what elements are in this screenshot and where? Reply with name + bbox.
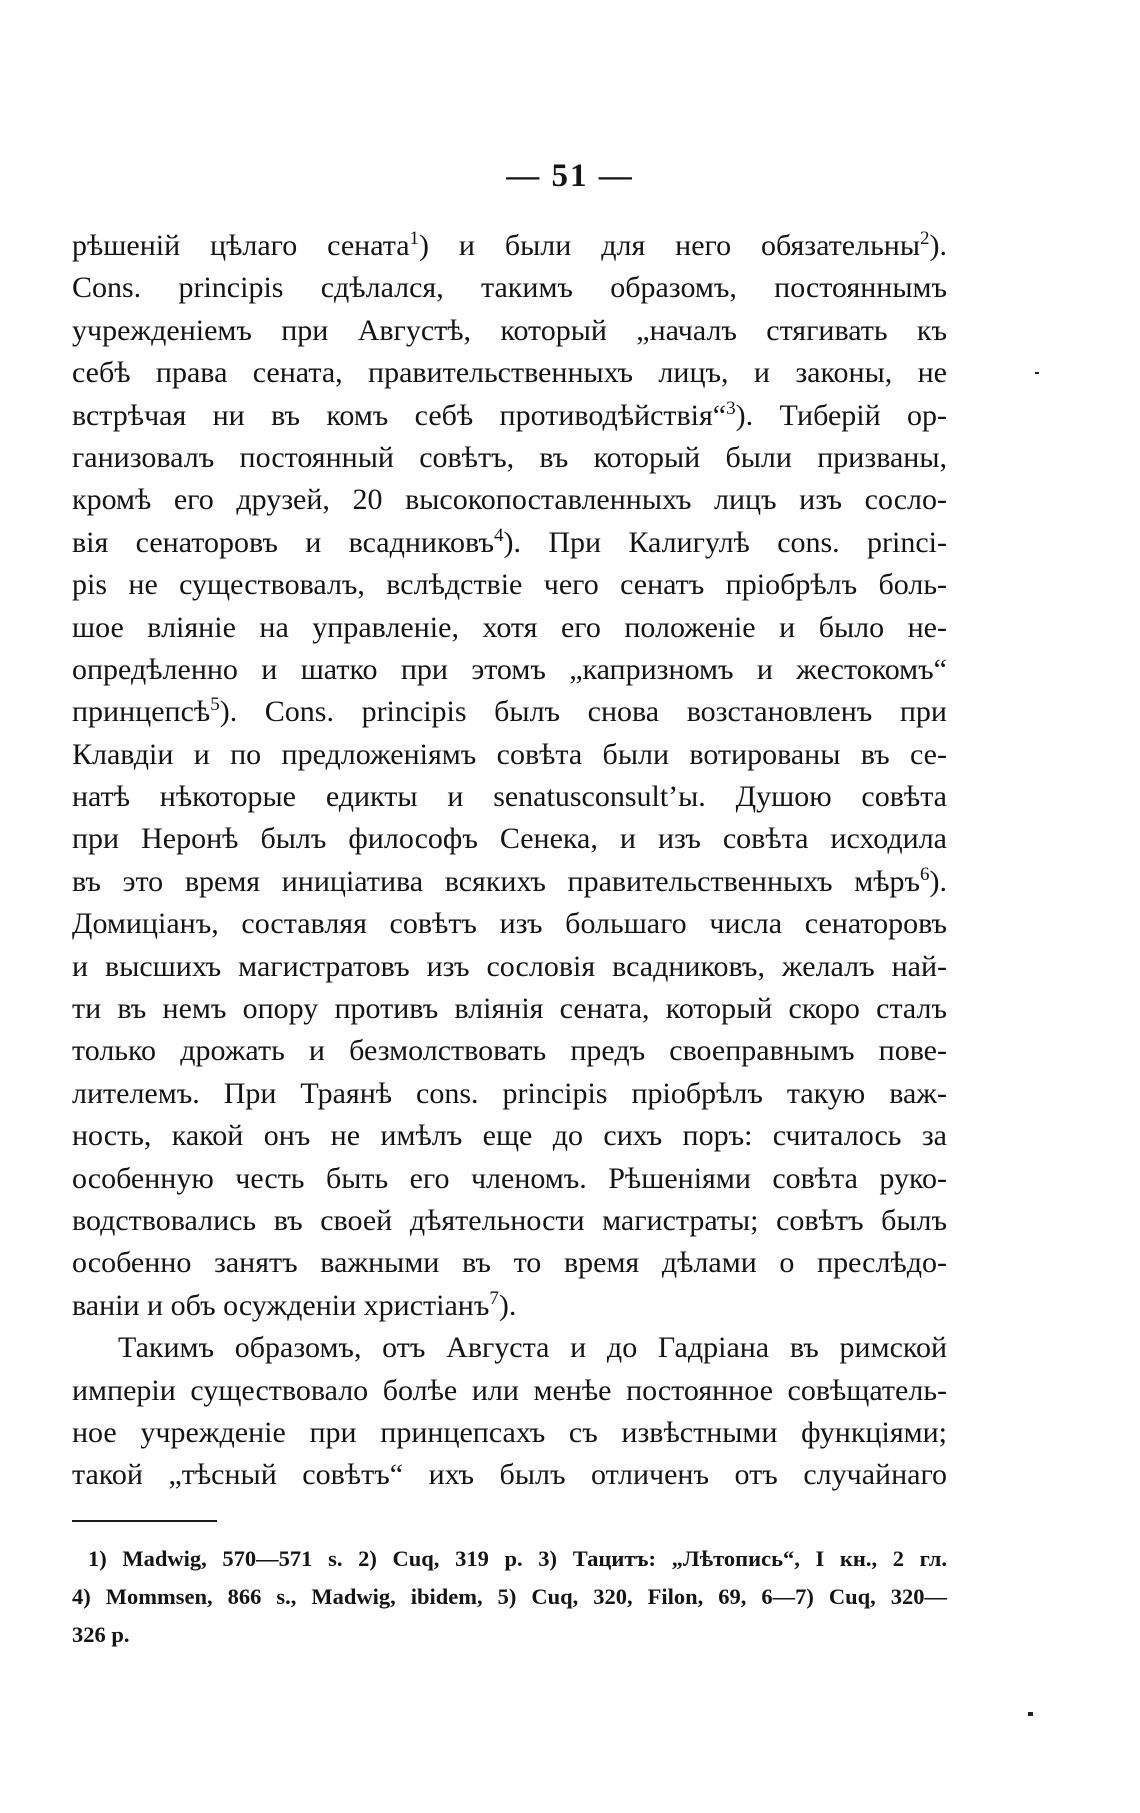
text-line: особенно занятъ важными въ то время дѣлами о преслѣдо- bbox=[72, 1246, 947, 1280]
paragraph-start-line: Такимъ образомъ, отъ Августа и до Гадріана въ римской bbox=[118, 1331, 947, 1365]
footnote-divider bbox=[72, 1520, 217, 1522]
scan-speck bbox=[1035, 372, 1039, 374]
text-line: имперіи существовало болѣе или менѣе постоянное совѣщатель- bbox=[72, 1373, 947, 1407]
text-line: опредѣленно и шатко при этомъ „капризномъ и жестокомъ“ bbox=[72, 652, 947, 686]
text-line: Домиціанъ, составляя совѣтъ изъ большаго числа сенаторовъ bbox=[72, 907, 947, 941]
text-line: въ это время иниціатива всякихъ правительственныхъ мѣръ$^6$). bbox=[72, 863, 947, 898]
text-line: шое вліяніе на управленіе, хотя его положеніе и было не- bbox=[72, 610, 947, 644]
text-line: себѣ права сената, правительственныхъ лицъ, и законы, не bbox=[72, 356, 947, 390]
text-line: ное учрежденіе при принцепсахъ съ извѣстными функціями; bbox=[72, 1415, 947, 1449]
text-line: ваніи и объ осужденіи христіанъ$^7$). bbox=[72, 1287, 517, 1322]
footnotes bbox=[72, 1540, 947, 1654]
text-line: принцепсѣ$^5$). Cons. principis былъ снова возстановленъ при bbox=[72, 694, 947, 729]
text-line: ти въ немъ опору противъ вліянія сената, который скоро сталъ bbox=[72, 992, 947, 1026]
footnote-line: 4) Mommsen, 866 s., Madwig, ibidem, 5) Cuq, 320, Filon, 69, 6—7) Cuq, 320— bbox=[72, 1584, 947, 1609]
text-line: натѣ нѣкоторые едикты и senatusconsult’ы. Душою совѣта bbox=[72, 780, 947, 814]
footnote-line: 1) Madwig, 570—571 s. 2) Cuq, 319 p. 3) Тацитъ: „Лѣтопись“, I кн., 2 гл. bbox=[88, 1546, 947, 1571]
text-line: лителемъ. При Траянѣ cons. principis пріобрѣлъ такую важ- bbox=[72, 1076, 947, 1110]
text-line: только дрожать и безмолствовать предъ своеправнымъ пове- bbox=[72, 1034, 947, 1068]
text-line: ганизовалъ постоянный совѣтъ, въ который были призваны, bbox=[72, 440, 947, 474]
text-line: встрѣчая ни въ комъ себѣ противодѣйствія“$^3$). Тиберій ор- bbox=[72, 397, 947, 432]
text-line: pis не существовалъ, вслѣдствіе чего сенатъ пріобрѣлъ боль- bbox=[72, 568, 947, 602]
scan-speck bbox=[1028, 1712, 1033, 1716]
text-line: особенную честь быть его членомъ. Рѣшеніями совѣта руко- bbox=[72, 1161, 947, 1195]
text-line: кромѣ его друзей, 20 высокопоставленныхъ лицъ изъ сосло- bbox=[72, 483, 947, 517]
text-line: вія сенаторовъ и всадниковъ$^4$). При Калигулѣ cons. princi- bbox=[72, 524, 947, 559]
text-line: ность, какой онъ не имѣлъ еще до сихъ поръ: считалось за bbox=[72, 1119, 947, 1153]
text-line: Cons. principis сдѣлался, такимъ образомъ, постояннымъ bbox=[72, 271, 947, 305]
text-line: учрежденіемъ при Августѣ, который „началъ стягивать къ bbox=[72, 313, 947, 347]
page-number: — 51 — bbox=[506, 158, 634, 194]
footnote-line: 326 p. bbox=[72, 1622, 130, 1647]
text-line: при Неронѣ былъ философъ Сенека, и изъ совѣта исходила bbox=[72, 822, 947, 856]
main-text bbox=[72, 225, 947, 1497]
text-line: рѣшеній цѣлаго сената$^1$) и были для него обязательны$^2$). bbox=[72, 228, 947, 262]
text-line: водствовались въ своей дѣятельности магистраты; совѣтъ былъ bbox=[72, 1203, 947, 1237]
text-line: и высшихъ магистратовъ изъ сословія всадниковъ, желалъ най- bbox=[72, 949, 947, 983]
text-line: Клавдіи и по предложеніямъ совѣта были вотированы въ се- bbox=[72, 737, 947, 771]
text-line: такой „тѣсный совѣтъ“ ихъ былъ отличенъ отъ случайнаго bbox=[72, 1458, 947, 1492]
